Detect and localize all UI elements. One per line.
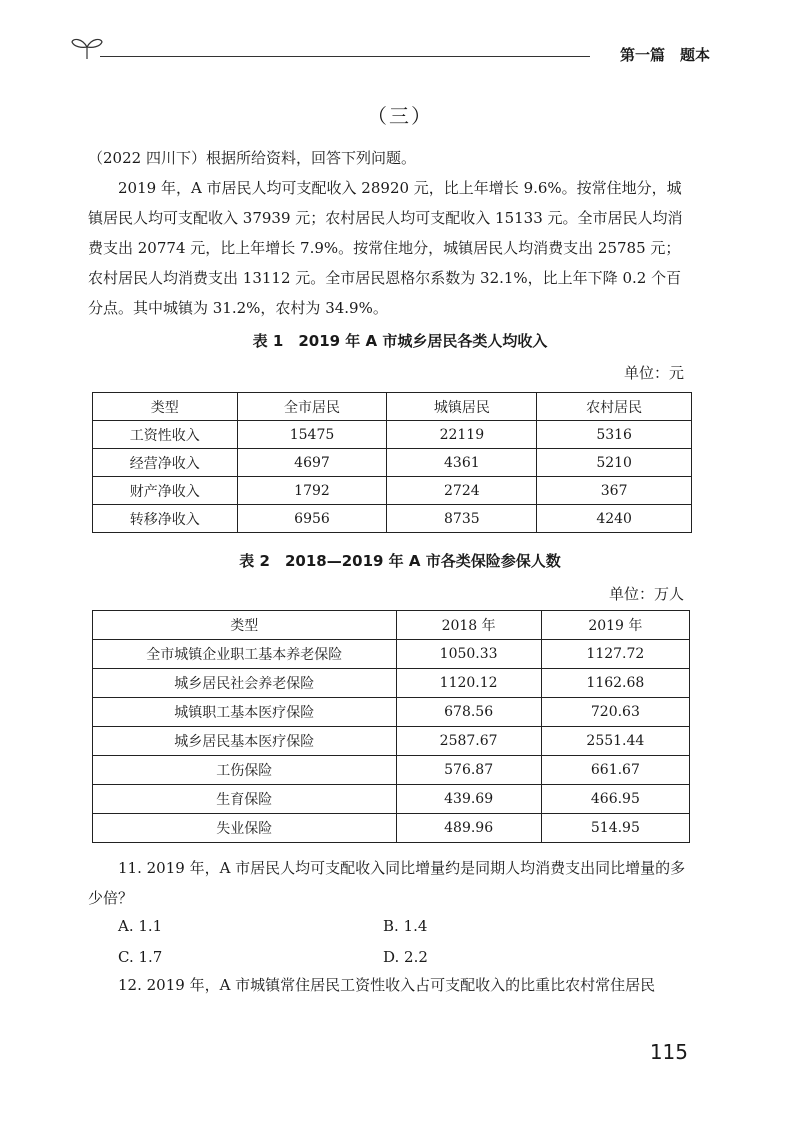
table-cell: 全市城镇企业职工基本养老保险 xyxy=(93,640,397,669)
table-cell: 4361 xyxy=(387,449,537,477)
table-cell: 1127.72 xyxy=(541,640,689,669)
table-cell: 1120.12 xyxy=(396,669,541,698)
table-cell: 1792 xyxy=(237,477,387,505)
table-cell: 720.63 xyxy=(541,698,689,727)
table-row xyxy=(93,785,690,814)
table-cell: 514.95 xyxy=(541,814,689,843)
table1-title: 表 1 2019 年 A 市城乡居民各类人均收入 xyxy=(252,332,548,350)
table-cell: 439.69 xyxy=(396,785,541,814)
table-header-cell: 农村居民 xyxy=(537,393,692,421)
table-cell: 财产净收入 xyxy=(93,477,238,505)
table-row xyxy=(93,814,690,843)
option-row xyxy=(118,911,678,942)
table-row xyxy=(93,477,692,505)
table-row xyxy=(93,421,692,449)
table-cell: 489.96 xyxy=(396,814,541,843)
table-cell: 城乡居民社会养老保险 xyxy=(93,669,397,698)
table-cell: 2724 xyxy=(387,477,537,505)
page-header xyxy=(70,30,710,70)
sprout-icon xyxy=(70,34,104,60)
table-row xyxy=(93,449,692,477)
material-text: 2019 年，A 市居民人均可支配收入 28920 元，比上年增长 9.6%。按常住地分，城镇居民人均可支配收入 37939 元；农村居民人均可支配收入 15133 元。全市居民人均消费支出 20774 元，比上年增长 7.9%。按常住地分，城镇居民人均消费支出 25785 元；农村居民人均消费支出 13112 元。全市居民恩格尔系数为 32.1%，比上年下降 0.2 个百分点。其中城镇为 31.2%，农村为 34.9%。 xyxy=(88,179,683,317)
header-rule xyxy=(100,56,590,57)
table-header-cell: 2019 年 xyxy=(541,611,689,640)
table-row xyxy=(93,727,690,756)
option-row xyxy=(118,942,678,973)
table-header-cell: 类型 xyxy=(93,393,238,421)
table-header-cell: 类型 xyxy=(93,611,397,640)
insurance-table xyxy=(92,610,690,843)
option-c[interactable]: C. 1.7 xyxy=(118,948,163,966)
option-a[interactable]: A. 1.1 xyxy=(118,917,163,935)
table-cell: 22119 xyxy=(387,421,537,449)
table-cell: 661.67 xyxy=(541,756,689,785)
table-cell: 2587.67 xyxy=(396,727,541,756)
table-header-cell: 2018 年 xyxy=(396,611,541,640)
table-row xyxy=(93,756,690,785)
table-cell: 5316 xyxy=(537,421,692,449)
table-cell: 2551.44 xyxy=(541,727,689,756)
table-cell: 生育保险 xyxy=(93,785,397,814)
table-row xyxy=(93,669,690,698)
table-cell: 1050.33 xyxy=(396,640,541,669)
table-row xyxy=(93,505,692,533)
table-cell: 转移净收入 xyxy=(93,505,238,533)
table2-unit: 单位：万人 xyxy=(608,585,684,603)
table-cell: 4697 xyxy=(237,449,387,477)
table-cell: 1162.68 xyxy=(541,669,689,698)
table-cell: 15475 xyxy=(237,421,387,449)
section-title: 第一篇 题本 xyxy=(619,46,710,64)
table-cell: 8735 xyxy=(387,505,537,533)
part-title: （三） xyxy=(367,104,433,128)
option-d[interactable]: D. 2.2 xyxy=(383,948,428,966)
table-cell: 4240 xyxy=(537,505,692,533)
table-cell: 678.56 xyxy=(396,698,541,727)
table1-unit: 单位：元 xyxy=(623,364,684,382)
table-cell: 城乡居民基本医疗保险 xyxy=(93,727,397,756)
table-cell: 5210 xyxy=(537,449,692,477)
table2-title: 表 2 2018—2019 年 A 市各类保险参保人数 xyxy=(239,552,561,570)
question-11-options xyxy=(118,911,678,973)
table-cell: 6956 xyxy=(237,505,387,533)
table-header-row xyxy=(93,393,692,421)
table-cell: 367 xyxy=(537,477,692,505)
table-cell: 576.87 xyxy=(396,756,541,785)
table-cell: 工伤保险 xyxy=(93,756,397,785)
table-cell: 城镇职工基本医疗保险 xyxy=(93,698,397,727)
table-cell: 工资性收入 xyxy=(93,421,238,449)
option-b[interactable]: B. 1.4 xyxy=(383,917,428,935)
table-row xyxy=(93,640,690,669)
question-12-stem: 12. 2019 年，A 市城镇常住居民工资性收入占可支配收入的比重比农村常住居民 xyxy=(118,976,656,994)
page-number: 115 xyxy=(649,1040,688,1064)
table-cell: 经营净收入 xyxy=(93,449,238,477)
table-cell: 失业保险 xyxy=(93,814,397,843)
table-header-cell: 全市居民 xyxy=(237,393,387,421)
intro-text: （2022 四川下）根据所给资料，回答下列问题。 xyxy=(88,149,416,167)
table-row xyxy=(93,698,690,727)
table-header-row xyxy=(93,611,690,640)
table-header-cell: 城镇居民 xyxy=(387,393,537,421)
table-cell: 466.95 xyxy=(541,785,689,814)
income-table xyxy=(92,392,692,533)
question-11-stem: 11. 2019 年，A 市居民人均可支配收入同比增量约是同期人均消费支出同比增量的多少倍？ xyxy=(88,859,686,907)
